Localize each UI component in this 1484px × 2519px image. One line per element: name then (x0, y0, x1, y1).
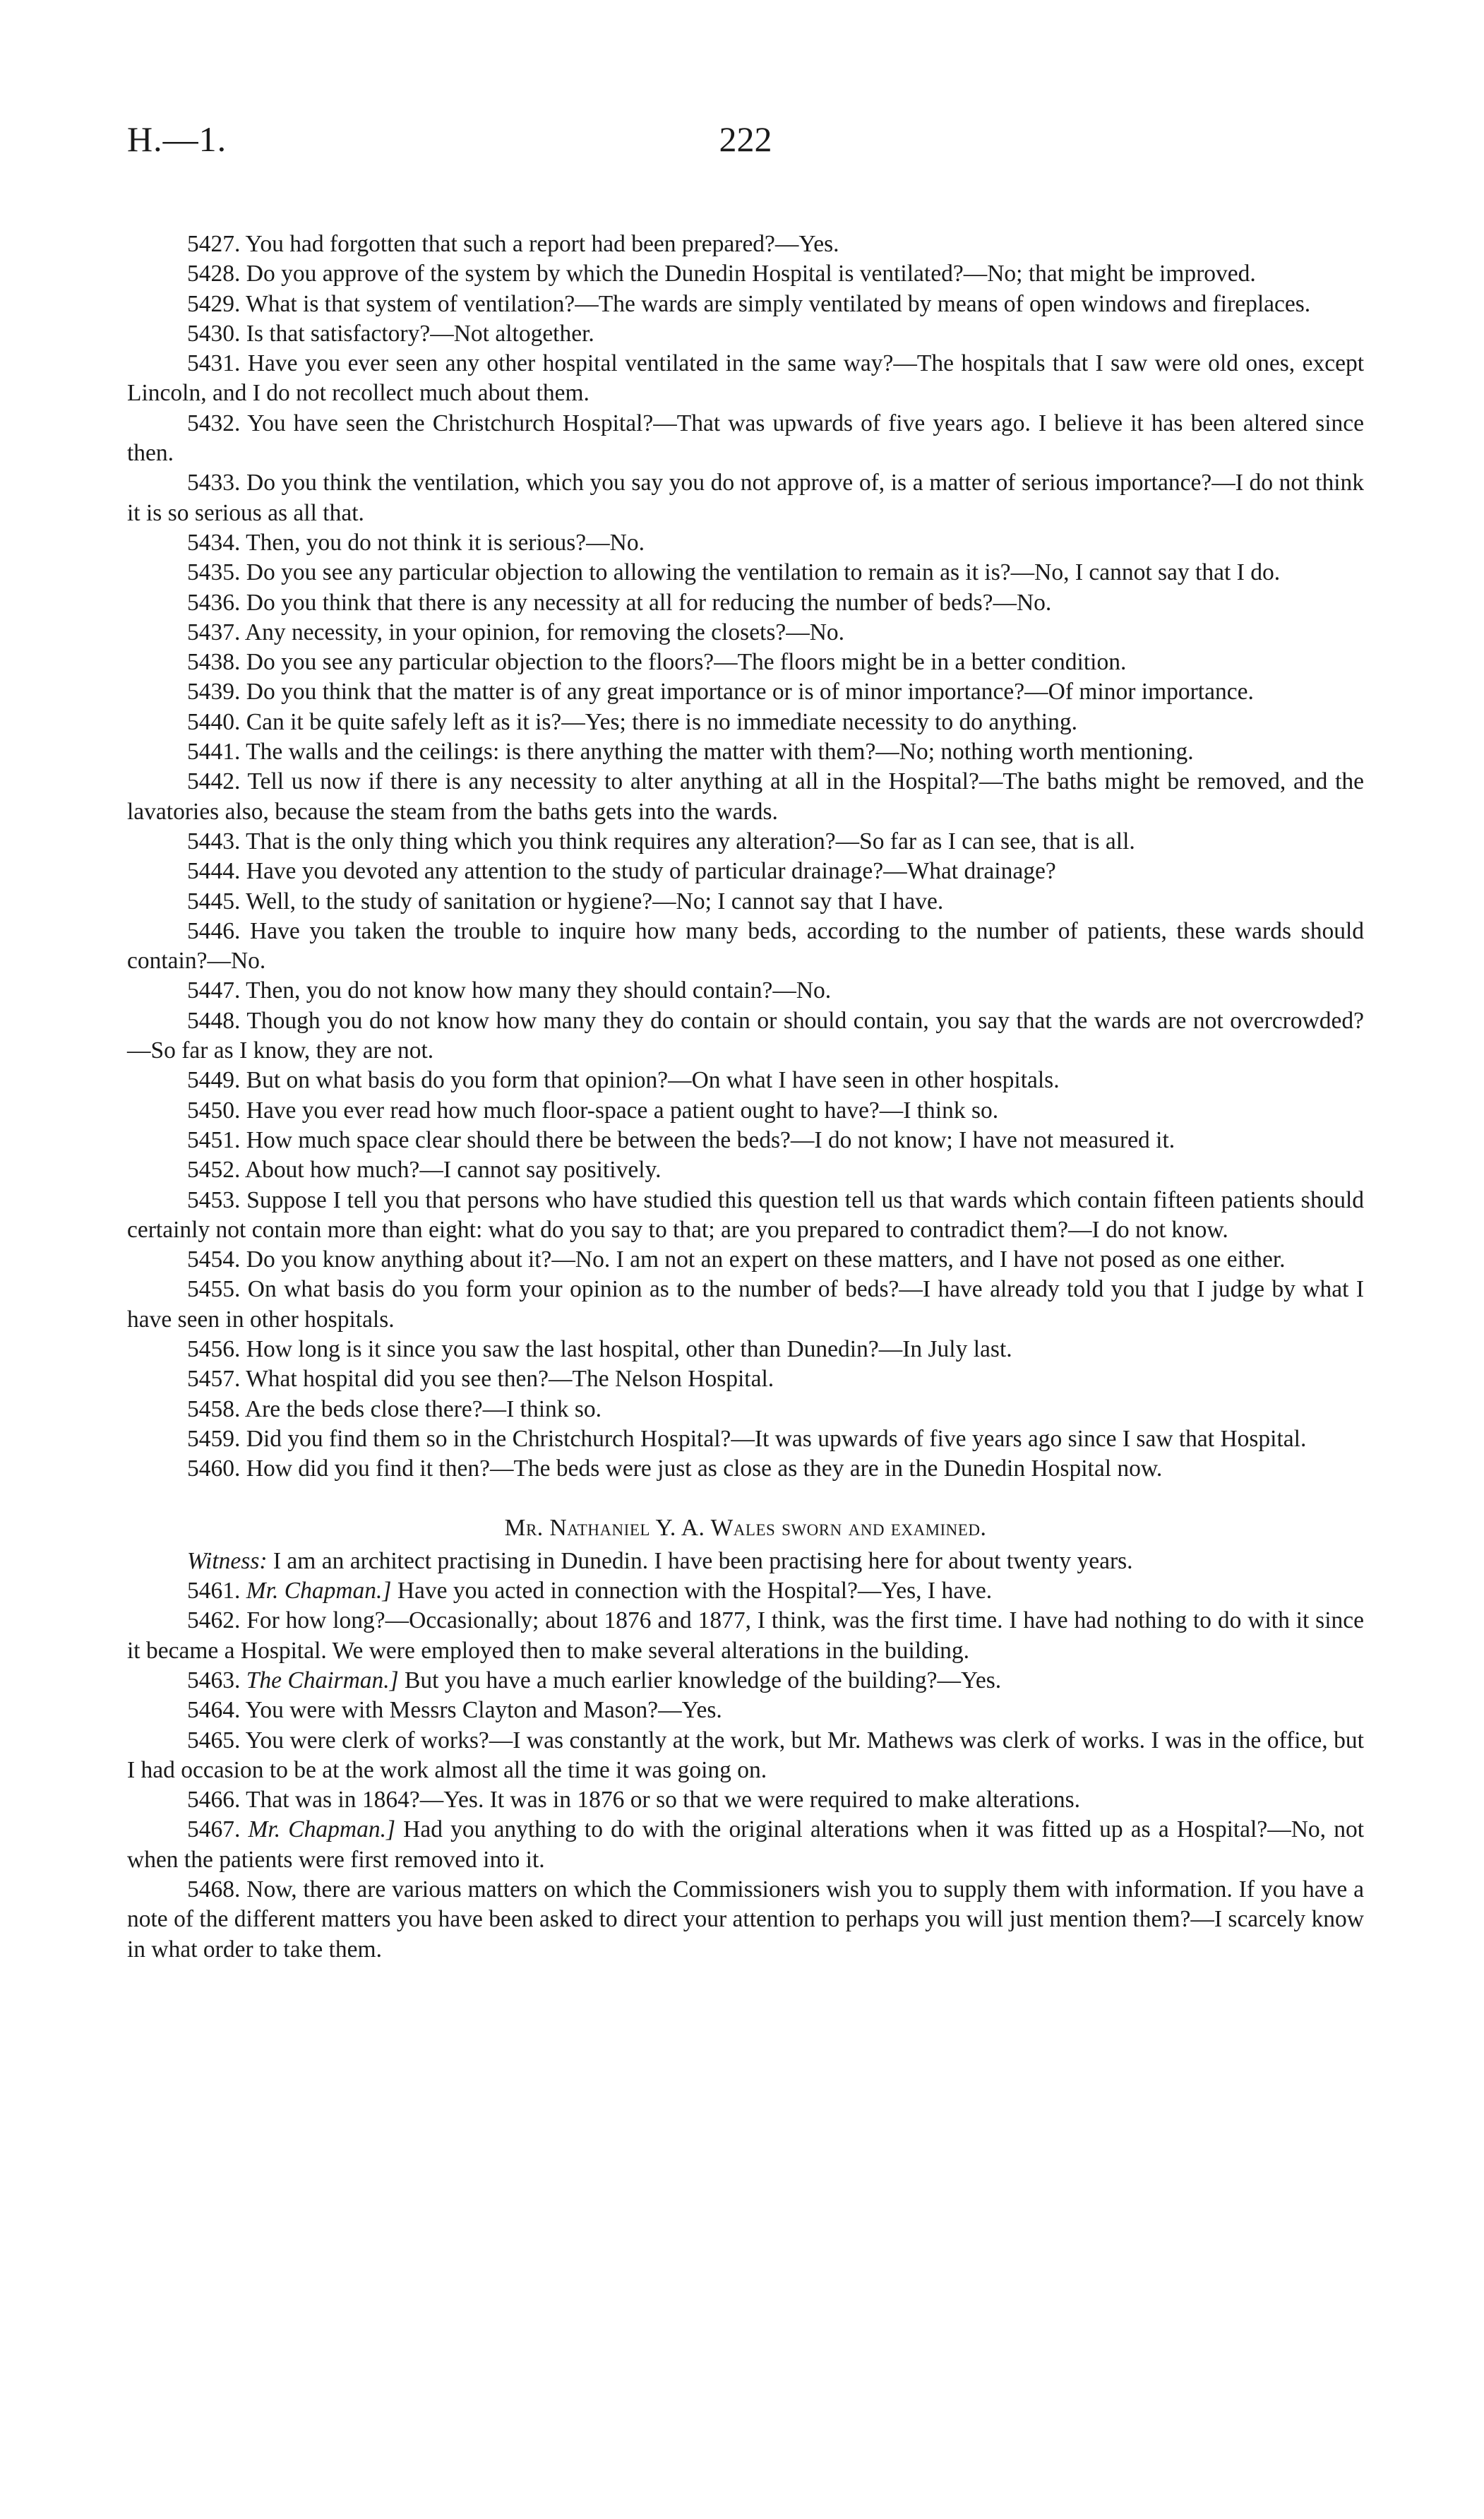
question-text: For how long?—Occasionally; about 1876 and 1877, I think, was the first time. I have had nothing to do with it since it became a Hospital. We were employed then to make several alterations in the building. (127, 1607, 1365, 1664)
question-paragraph (127, 230, 1364, 259)
question-text: Are the beds close there?—I think so. (244, 1395, 602, 1422)
question-text: Suppose I tell you that persons who have studied this question tell us that wards which contain fifteen patients should certainly not contain more than eight: what do you say to that; are you prepared to contradict them?—I do not know. (127, 1186, 1364, 1243)
question-paragraph (127, 1245, 1364, 1275)
question-number: 5455. (187, 1276, 241, 1303)
question-paragraph (127, 677, 1364, 707)
question-text: You have seen the Christchurch Hospital?—That was upwards of five years ago. I believe it has been altered since then. (127, 410, 1364, 467)
question-text: Any necessity, in your opinion, for removing the closets?—No. (244, 619, 845, 645)
question-paragraph (127, 468, 1364, 528)
question-paragraph (127, 1155, 1364, 1185)
question-number: 5432. (187, 410, 241, 436)
question-paragraph (127, 1606, 1364, 1666)
question-number: 5458. (187, 1395, 241, 1422)
page-number: 222 (719, 119, 772, 159)
question-paragraph (127, 1875, 1364, 1965)
question-paragraph (127, 558, 1364, 588)
question-paragraph (127, 319, 1364, 349)
question-text: Have you ever read how much floor-space a patient ought to have?—I think so. (246, 1097, 999, 1124)
question-number: 5464. (187, 1697, 241, 1724)
question-text: The walls and the ceilings: is there anything the matter with them?—No; nothing worth mentioning. (246, 739, 1194, 766)
witness-statement (127, 1547, 1364, 1576)
question-paragraph (127, 1066, 1364, 1095)
question-number: 5444. (187, 858, 241, 885)
question-number: 5435. (187, 559, 241, 586)
question-text: Have you devoted any attention to the study of particular drainage?—What drainage? (246, 858, 1056, 885)
witness-heading: Mr. Nathaniel Y. A. Wales sworn and examined. (504, 1515, 987, 1542)
question-text: But on what basis do you form that opinion?—On what I have seen in other hospitals. (246, 1067, 1060, 1094)
question-paragraph (127, 1395, 1364, 1424)
question-paragraph (127, 290, 1364, 319)
question-text: Tell us now if there is any necessity to alter anything at all in the Hospital?—The baths might be removed, and the lavatories also, because the steam from the baths gets into the wards. (127, 768, 1364, 825)
question-paragraph (127, 259, 1364, 289)
running-head: H.—1. (127, 119, 227, 159)
speaker-label: Mr. Chapman.] (248, 1816, 395, 1843)
question-paragraph (127, 887, 1364, 917)
question-number: 5431. (187, 350, 241, 377)
question-number: 5452. (187, 1157, 241, 1184)
question-text: But you have a much earlier knowledge of the building?—Yes. (405, 1667, 1002, 1693)
speaker-label: Mr. Chapman.] (246, 1578, 392, 1604)
question-paragraph (127, 1096, 1364, 1126)
question-paragraph (127, 1006, 1364, 1066)
question-paragraph (127, 1576, 1364, 1606)
question-text: Had you anything to do with the original alterations when it was fitted up as a Hospital?—No, not when the patients were first removed into it. (127, 1816, 1364, 1873)
question-text: Then, you do not know how many they should contain?—No. (246, 977, 832, 1004)
question-text: You had forgotten that such a report had been prepared?—Yes. (245, 231, 839, 257)
question-text: Have you acted in connection with the Hospital?—Yes, I have. (397, 1578, 993, 1604)
question-number: 5437. (187, 619, 241, 645)
question-text: Now, there are various matters on which the Commissioners wish you to supply them with information. If you have a note of the different matters you have been asked to direct your attention to perhaps you will just mention them?—I scarcely know in what order to take them. (127, 1876, 1364, 1963)
question-number: 5459. (187, 1425, 241, 1452)
question-number: 5463. (187, 1667, 241, 1693)
question-number: 5427. (187, 231, 241, 257)
question-text: Do you see any particular objection to allowing the ventilation to remain as it is?—No, I cannot say that I do. (246, 559, 1281, 586)
question-number: 5456. (187, 1335, 241, 1362)
question-text: Have you taken the trouble to inquire how many beds, according to the number of patients, these wards should contain?—No. (127, 917, 1364, 975)
evidence-questions-after (127, 1576, 1364, 1965)
question-text: Is that satisfactory?—Not altogether. (246, 320, 594, 347)
question-number: 5429. (187, 290, 241, 317)
question-number: 5438. (187, 649, 241, 676)
question-text: How long is it since you saw the last hospital, other than Dunedin?—In July last. (246, 1335, 1012, 1362)
question-paragraph (127, 737, 1364, 767)
question-paragraph (127, 1186, 1364, 1246)
question-paragraph (127, 588, 1364, 618)
question-paragraph (127, 1335, 1364, 1364)
question-text: Did you find them so in the Christchurch Hospital?—It was upwards of five years ago since I saw that Hospital. (246, 1425, 1307, 1452)
question-paragraph (127, 917, 1364, 977)
question-text: You were with Messrs Clayton and Mason?—Yes. (245, 1697, 722, 1724)
question-paragraph (127, 767, 1364, 827)
witness-statement-text: I am an architect practising in Dunedin. I have been practising here for about twenty years. (273, 1547, 1133, 1574)
question-number: 5454. (187, 1246, 241, 1273)
question-text: About how much?—I cannot say positively. (244, 1157, 662, 1184)
question-text: Well, to the study of sanitation or hygiene?—No; I cannot say that I have. (246, 888, 944, 915)
question-number: 5433. (187, 470, 241, 496)
question-number: 5428. (187, 261, 241, 287)
question-paragraph (127, 857, 1364, 886)
question-text: What is that system of ventilation?—The wards are simply ventilated by means of open windows and fireplaces. (246, 290, 1311, 317)
question-paragraph (127, 1126, 1364, 1155)
question-number: 5445. (187, 888, 241, 915)
question-text: You were clerk of works?—I was constantly at the work, but Mr. Mathews was clerk of works. I was in the office, but I had occasion to be at the work almost all the time it was going on. (127, 1727, 1364, 1783)
question-text: Do you see any particular objection to the floors?—The floors might be in a better condition. (246, 649, 1127, 676)
question-number: 5443. (187, 828, 241, 854)
question-number: 5453. (187, 1186, 241, 1213)
question-paragraph (127, 618, 1364, 648)
question-number: 5460. (187, 1455, 241, 1482)
question-number: 5442. (187, 768, 241, 795)
question-paragraph (127, 1696, 1364, 1725)
question-number: 5434. (187, 529, 241, 556)
question-number: 5447. (187, 977, 241, 1004)
question-number: 5448. (187, 1007, 241, 1034)
question-paragraph (127, 1424, 1364, 1454)
question-number: 5457. (187, 1366, 241, 1393)
question-text: Do you know anything about it?—No. I am not an expert on these matters, and I have not posed as one either. (246, 1246, 1286, 1273)
question-paragraph (127, 528, 1364, 558)
question-text: Then, you do not think it is serious?—No. (246, 529, 645, 556)
question-number: 5451. (187, 1126, 241, 1153)
question-number: 5446. (187, 917, 241, 944)
question-number: 5449. (187, 1067, 241, 1094)
question-text: On what basis do you form your opinion as to the number of beds?—I have already told you that I judge by what I have seen in other hospitals. (127, 1276, 1364, 1333)
question-text: What hospital did you see then?—The Nelson Hospital. (246, 1366, 774, 1393)
question-number: 5467. (187, 1816, 241, 1843)
question-number: 5441. (187, 739, 241, 766)
question-number: 5440. (187, 708, 241, 735)
evidence-questions-before (127, 230, 1364, 1484)
witness-label: Witness: (187, 1547, 268, 1574)
document-body (127, 230, 1364, 1965)
question-text: That is the only thing which you think requires any alteration?—So far as I can see, that is all. (246, 828, 1135, 854)
question-paragraph (127, 827, 1364, 857)
question-number: 5465. (187, 1727, 241, 1753)
question-paragraph (127, 409, 1364, 469)
question-paragraph (127, 648, 1364, 677)
question-text: How much space clear should there be between the beds?—I do not know; I have not measured it. (246, 1126, 1175, 1153)
question-text: Can it be quite safely left as it is?—Yes; there is no immediate necessity to do anything. (246, 708, 1077, 735)
question-number: 5436. (187, 589, 241, 616)
question-text: Do you think that the matter is of any great importance or is of minor importance?—Of minor importance. (246, 679, 1254, 705)
question-number: 5461. (187, 1578, 241, 1604)
question-paragraph (127, 1364, 1364, 1394)
question-text: Though you do not know how many they do contain or should contain, you say that the wards are not overcrowded?—So far as I know, they are not. (127, 1007, 1364, 1064)
question-text: Do you approve of the system by which the Dunedin Hospital is ventilated?—No; that might be improved. (246, 261, 1256, 287)
question-text: Have you ever seen any other hospital ventilated in the same way?—The hospitals that I saw were old ones, except Lincoln, and I do not recollect much about them. (127, 350, 1365, 407)
question-text: That was in 1864?—Yes. It was in 1876 or so that we were required to make alterations. (246, 1787, 1080, 1814)
question-text: Do you think that there is any necessity at all for reducing the number of beds?—No. (246, 589, 1052, 616)
question-paragraph (127, 1454, 1364, 1484)
question-number: 5466. (187, 1787, 241, 1814)
question-paragraph (127, 1785, 1364, 1815)
question-number: 5430. (187, 320, 241, 347)
question-paragraph (127, 976, 1364, 1006)
page-header (127, 119, 1364, 168)
question-paragraph (127, 1815, 1364, 1875)
question-paragraph (127, 1666, 1364, 1696)
question-text: Do you think the ventilation, which you say you do not approve of, is a matter of serious importance?—I do not think it is so serious as all that. (127, 470, 1364, 526)
question-paragraph (127, 349, 1364, 409)
question-paragraph (127, 708, 1364, 737)
speaker-label: The Chairman.] (246, 1667, 399, 1693)
question-paragraph (127, 1275, 1364, 1335)
question-number: 5468. (187, 1876, 241, 1903)
question-number: 5450. (187, 1097, 241, 1124)
question-paragraph (127, 1726, 1364, 1786)
question-number: 5462. (187, 1607, 241, 1634)
question-text: How did you find it then?—The beds were just as close as they are in the Dunedin Hospital now. (246, 1455, 1163, 1482)
question-number: 5439. (187, 679, 241, 705)
